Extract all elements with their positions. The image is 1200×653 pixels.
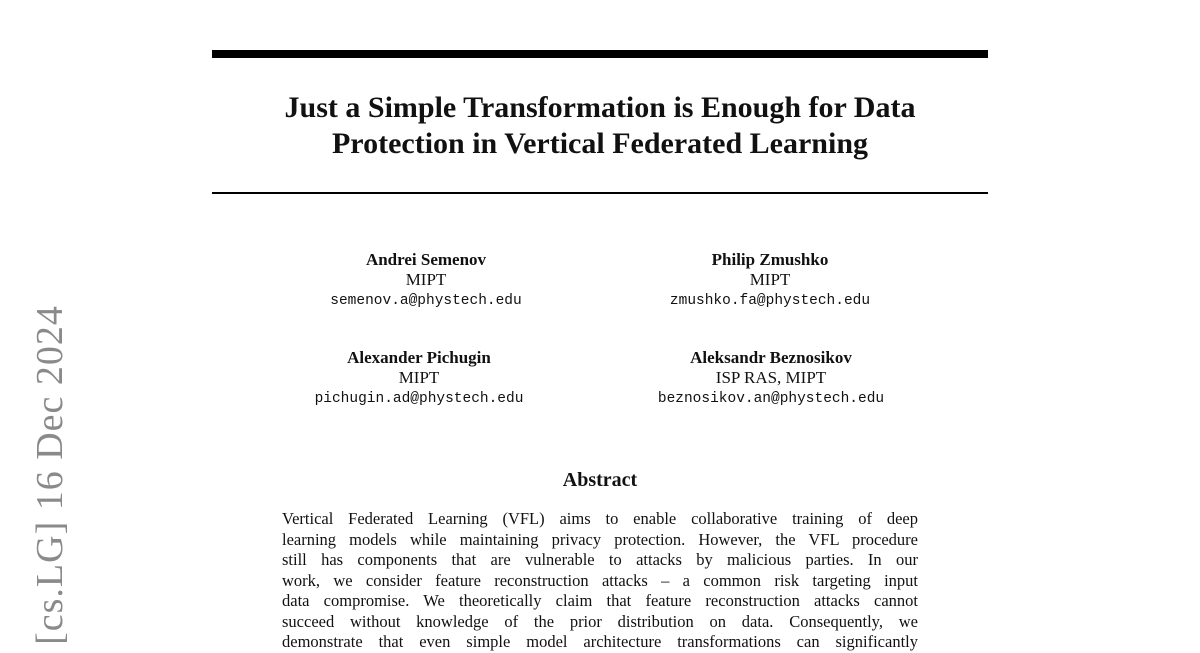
abstract-line: data compromise. We theoretically claim that feature reconstruction attacks cannot [282, 591, 918, 610]
author-name: Philip Zmushko [711, 250, 829, 269]
abstract-body [282, 509, 918, 653]
abstract-line: Vertical Federated Learning (VFL) aims to enable collaborative training of deep [282, 509, 918, 528]
author-block [249, 347, 589, 410]
abstract-heading: Abstract [562, 469, 638, 491]
abstract-line: succeed without knowledge of the prior distribution on data. Consequently, we [282, 611, 918, 631]
title-line: Just a Simple Transformation is Enough for Data [284, 91, 916, 124]
author-email[interactable]: beznosikov.an@phystech.edu [657, 391, 885, 407]
author-block [600, 249, 940, 312]
author-email[interactable]: pichugin.ad@phystech.edu [314, 391, 524, 407]
paper-title [212, 90, 988, 162]
author-block [256, 249, 596, 312]
abstract-line: demonstrate that even simple model architecture transformations can significantly [282, 632, 918, 651]
abstract-line: work, we consider feature reconstruction attacks – a common risk targeting input [282, 570, 918, 590]
author-affiliation: MIPT [405, 270, 447, 289]
title-line: Protection in Vertical Federated Learning [331, 127, 868, 160]
author-email[interactable]: semenov.a@phystech.edu [330, 293, 522, 309]
author-affiliation: ISP RAS, MIPT [715, 368, 827, 387]
author-affiliation: MIPT [398, 368, 440, 387]
arxiv-stamp: [cs.LG] 16 Dec 2024 [29, 305, 71, 645]
author-name: Andrei Semenov [365, 250, 487, 269]
author-block [601, 347, 941, 410]
title-bottom-rule [212, 192, 988, 194]
author-name: Alexander Pichugin [347, 348, 491, 367]
author-name: Aleksandr Beznosikov [690, 348, 852, 367]
author-email[interactable]: zmushko.fa@phystech.edu [669, 293, 871, 309]
top-rule [212, 50, 988, 58]
author-affiliation: MIPT [749, 270, 791, 289]
abstract-line: still has components that are vulnerable to attacks by malicious parties. In our [282, 550, 918, 569]
abstract-line: learning models while maintaining privacy protection. However, the VFL procedure [282, 529, 918, 549]
